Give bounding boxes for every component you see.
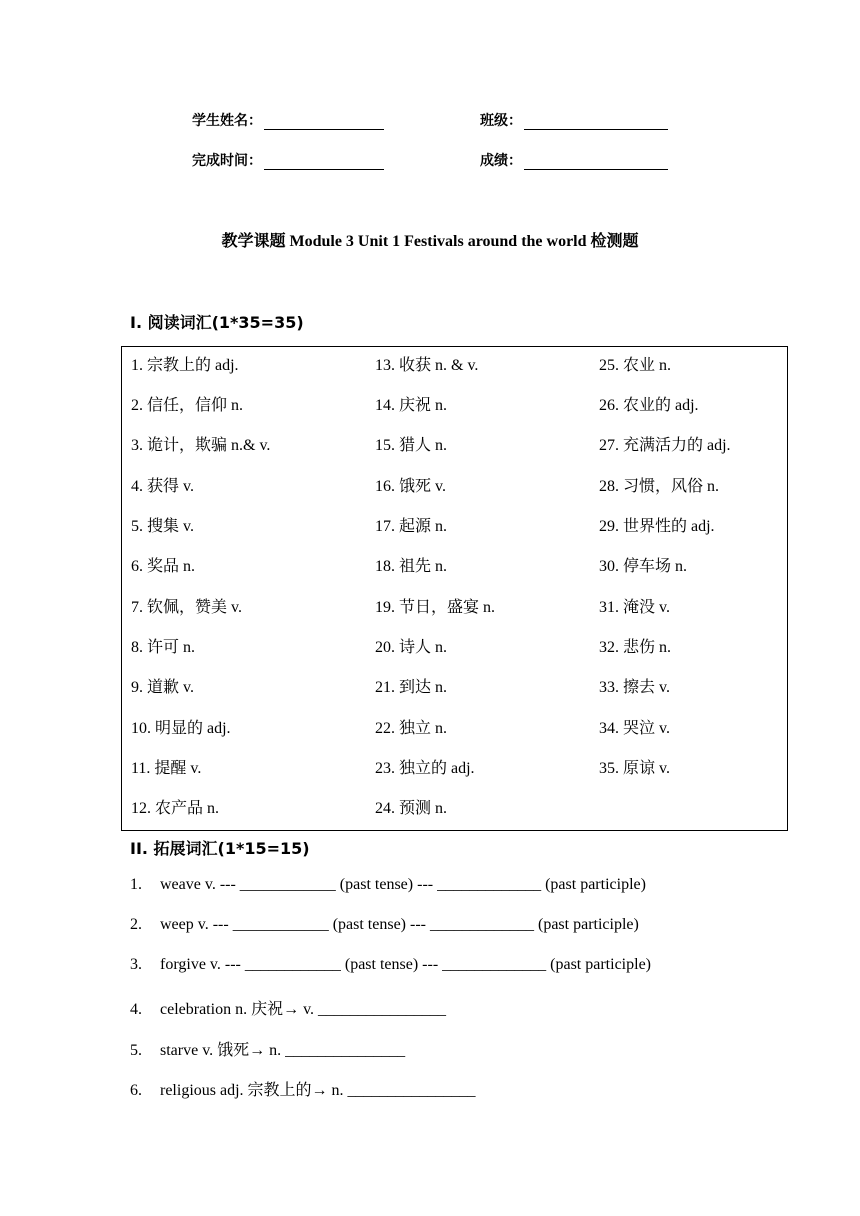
vocab-item: 14. 庆祝 n.: [375, 397, 448, 414]
list-item: [130, 956, 651, 974]
vocab-item: 20. 诗人 n.: [375, 639, 448, 656]
list-item: [130, 916, 639, 934]
vocab-item: 5. 搜集 v.: [131, 518, 194, 535]
vocab-item: 13. 收获 n. & v.: [375, 357, 479, 374]
vocab-item: 24. 预测 n.: [375, 800, 448, 817]
vocab-item: 10. 明显的 adj.: [131, 720, 231, 737]
vocab-item: 6. 奖品 n.: [131, 558, 196, 575]
vocab-item: 23. 独立的 adj.: [375, 760, 475, 777]
item-number: 4.: [130, 1001, 142, 1018]
vocab-item: 19. 节日，盛宴 n.: [375, 599, 496, 616]
section-2-heading: II. 拓展词汇(1*15=15): [130, 839, 310, 858]
item-text: weave v. --- ____________ (past tense) --- _____________ (past participle): [160, 876, 646, 893]
list-item: [130, 876, 646, 894]
student-name-blank[interactable]: [264, 115, 384, 130]
item-number: 5.: [130, 1042, 142, 1059]
vocab-item: 16. 饿死 v.: [375, 478, 446, 495]
finish-time-label: 完成时间：: [192, 153, 262, 169]
vocab-item: 11. 提醒 v.: [131, 760, 202, 777]
finish-time-field[interactable]: [192, 150, 384, 170]
list-item: [130, 996, 446, 1019]
list-item: [130, 1037, 405, 1060]
vocab-item: 34. 哭泣 v.: [599, 720, 670, 737]
student-name-label: 学生姓名：: [192, 113, 262, 129]
section-1-heading: I. 阅读词汇(1*35=35): [130, 313, 304, 332]
vocab-item: 12. 农产品 n.: [131, 800, 220, 817]
vocab-item: 8. 许可 n.: [131, 639, 196, 656]
reading-vocab-box: [121, 346, 788, 831]
vocab-item: 27. 充满活力的 adj.: [599, 437, 731, 454]
item-text: weep v. --- ____________ (past tense) --- _____________ (past participle): [160, 916, 639, 933]
item-number: 6.: [130, 1082, 142, 1099]
item-number: 3.: [130, 956, 142, 973]
student-name-field[interactable]: [192, 110, 384, 130]
vocab-item: 25. 农业 n.: [599, 357, 672, 374]
vocab-item: 26. 农业的 adj.: [599, 397, 699, 414]
item-number: 1.: [130, 876, 142, 893]
vocab-item: 17. 起源 n.: [375, 518, 448, 535]
vocab-item: 3. 诡计，欺骗 n.& v.: [131, 437, 271, 454]
vocab-item: 22. 独立 n.: [375, 720, 448, 737]
class-field[interactable]: [480, 110, 668, 130]
item-text: starve v. 饿死→ n. _______________: [160, 1042, 406, 1059]
class-label: 班级：: [480, 113, 522, 129]
score-blank[interactable]: [524, 155, 668, 170]
vocab-item: 15. 猎人 n.: [375, 437, 448, 454]
class-blank[interactable]: [524, 115, 668, 130]
item-text: religious adj. 宗教上的→ n. ________________: [160, 1082, 476, 1099]
vocab-item: 30. 停车场 n.: [599, 558, 688, 575]
score-field[interactable]: [480, 150, 668, 170]
vocab-item: 21. 到达 n.: [375, 679, 448, 696]
document-title: 教学课题 Module 3 Unit 1 Festivals around the world 检测题: [221, 233, 639, 250]
vocab-item: 29. 世界性的 adj.: [599, 518, 715, 535]
list-item: [130, 1077, 476, 1100]
vocab-item: 31. 淹没 v.: [599, 599, 670, 616]
vocab-item: 9. 道歉 v.: [131, 679, 194, 696]
item-number: 2.: [130, 916, 142, 933]
item-text: forgive v. --- ____________ (past tense) --- _____________ (past participle): [160, 956, 651, 973]
vocab-item: 7. 钦佩，赞美 v.: [131, 599, 242, 616]
vocab-item: 18. 祖先 n.: [375, 558, 448, 575]
item-text: celebration n. 庆祝→ v. ________________: [160, 1001, 447, 1018]
finish-time-blank[interactable]: [264, 155, 384, 170]
vocab-item: 1. 宗教上的 adj.: [131, 357, 239, 374]
vocab-item: 28. 习惯，风俗 n.: [599, 478, 720, 495]
vocab-item: 32. 悲伤 n.: [599, 639, 672, 656]
score-label: 成绩：: [480, 153, 522, 169]
vocab-item: 33. 擦去 v.: [599, 679, 670, 696]
vocab-item: 4. 获得 v.: [131, 478, 194, 495]
vocab-item: 2. 信任，信仰 n.: [131, 397, 244, 414]
vocab-item: 35. 原谅 v.: [599, 760, 670, 777]
